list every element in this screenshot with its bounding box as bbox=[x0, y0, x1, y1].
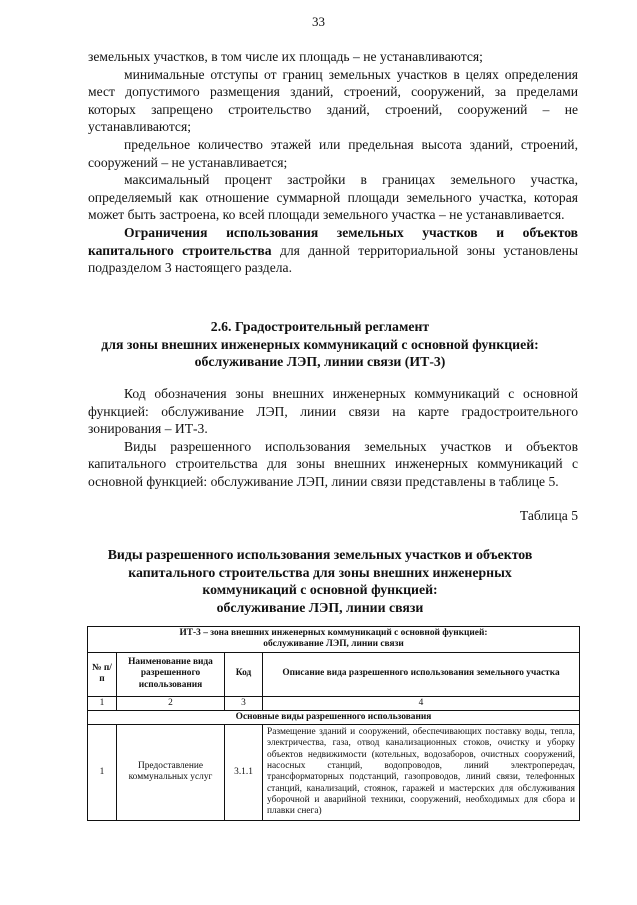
body-text bbox=[88, 48, 578, 277]
table-row bbox=[88, 725, 580, 820]
table-title bbox=[60, 546, 580, 616]
section-heading-line: для зоны внешних инженерных коммуникаций с основной функцией: bbox=[101, 336, 539, 352]
section-heading-line: 2.6. Градостроительный регламент bbox=[210, 319, 430, 334]
row-name: Предоставление коммунальных услуг bbox=[117, 725, 225, 820]
col-index: 2 bbox=[117, 696, 225, 710]
table-title-line: Виды разрешенного использования земельных участков и объектов bbox=[107, 547, 533, 562]
body-text-2 bbox=[88, 385, 578, 491]
section-heading bbox=[60, 318, 580, 371]
table-title-line: обслуживание ЛЭП, линии связи bbox=[216, 599, 424, 615]
zone-header-line: ИТ-3 – зона внешних инженерных коммуникаций с основной функцией: bbox=[179, 628, 488, 638]
row-desc: Размещение зданий и сооружений, обеспечивающих поставку воды, тепла, электричества, газа, отвод канализационных стоков, очистку и уборку объектов недвижимости (котельных, водозаборов, очистных сооружений, насосных станций, водопроводов, линий электропередач, трансформаторных подстанций, газопроводов, линий связи, телефонных станций, канализаций, стоянок, гаражей и мастерских для обслуживания уборочной и аварийной техники, сооружений, необходимых для сбора и плавки снега) bbox=[263, 725, 580, 820]
row-code: 3.1.1 bbox=[225, 725, 263, 820]
col-header-code: Код bbox=[225, 652, 263, 696]
column-header-row bbox=[88, 652, 580, 696]
col-index: 4 bbox=[263, 696, 580, 710]
col-header-num: № п/п bbox=[88, 652, 117, 696]
paragraph: минимальные отступы от границ земельных участков в целях определения мест допустимого размещения зданий, строений, сооружений, за пределами которых запрещено строительство зданий, строений, сооружений – не устанавливаются; bbox=[88, 66, 578, 135]
section-heading-line: обслуживание ЛЭП, линии связи (ИТ-3) bbox=[194, 354, 446, 370]
paragraph: земельных участков, в том числе их площадь – не устанавливаются; bbox=[88, 49, 483, 64]
table-title-line: коммуникаций с основной функцией: bbox=[202, 582, 438, 598]
restrictions-bold: Ограничения использования земельных участков и объектов капитального строительства bbox=[88, 224, 578, 258]
restrictions-rest: для данной территориальной зоны установлены подразделом 3 настоящего раздела. bbox=[88, 242, 578, 276]
col-header-name: Наименование вида разрешенного использования bbox=[117, 652, 225, 696]
restrictions-paragraph bbox=[88, 224, 578, 277]
paragraph: максимальный процент застройки в границах земельного участка, определяемый как отношение суммарной площади земельного участка, которая может быть застроена, ко всей площади земельного участка – не устанавливается. bbox=[88, 172, 578, 223]
paragraph: предельное количество этажей или предельная высота зданий, строений, сооружений – не устанавливается; bbox=[88, 136, 578, 170]
column-index-row bbox=[88, 696, 580, 710]
table-title-line: капитального строительства для зоны внешних инженерных bbox=[128, 564, 512, 580]
paragraph: Код обозначения зоны внешних инженерных коммуникаций с основной функцией: обслуживание ЛЭП, линии связи на карте градостроительного зонирования – ИТ-3. bbox=[88, 386, 578, 437]
zone-header-line: обслуживание ЛЭП, линии связи bbox=[263, 639, 404, 650]
col-index: 3 bbox=[225, 696, 263, 710]
paragraph: Виды разрешенного использования земельных участков и объектов капитального строительства для зоны внешних инженерных коммуникаций с основной функцией: обслуживание ЛЭП, линии связи представлены в таблице 5. bbox=[88, 438, 578, 489]
section-row bbox=[88, 710, 580, 724]
uses-table bbox=[87, 626, 580, 821]
row-num: 1 bbox=[88, 725, 117, 820]
section-row-cell: Основные виды разрешенного использования bbox=[88, 710, 580, 724]
page-number: 33 bbox=[312, 14, 325, 29]
zone-header-row bbox=[88, 627, 580, 653]
col-header-desc: Описание вида разрешенного использования земельного участка bbox=[263, 652, 580, 696]
table-label: Таблица 5 bbox=[519, 508, 578, 523]
zone-header-cell bbox=[88, 627, 580, 653]
col-index: 1 bbox=[88, 696, 117, 710]
